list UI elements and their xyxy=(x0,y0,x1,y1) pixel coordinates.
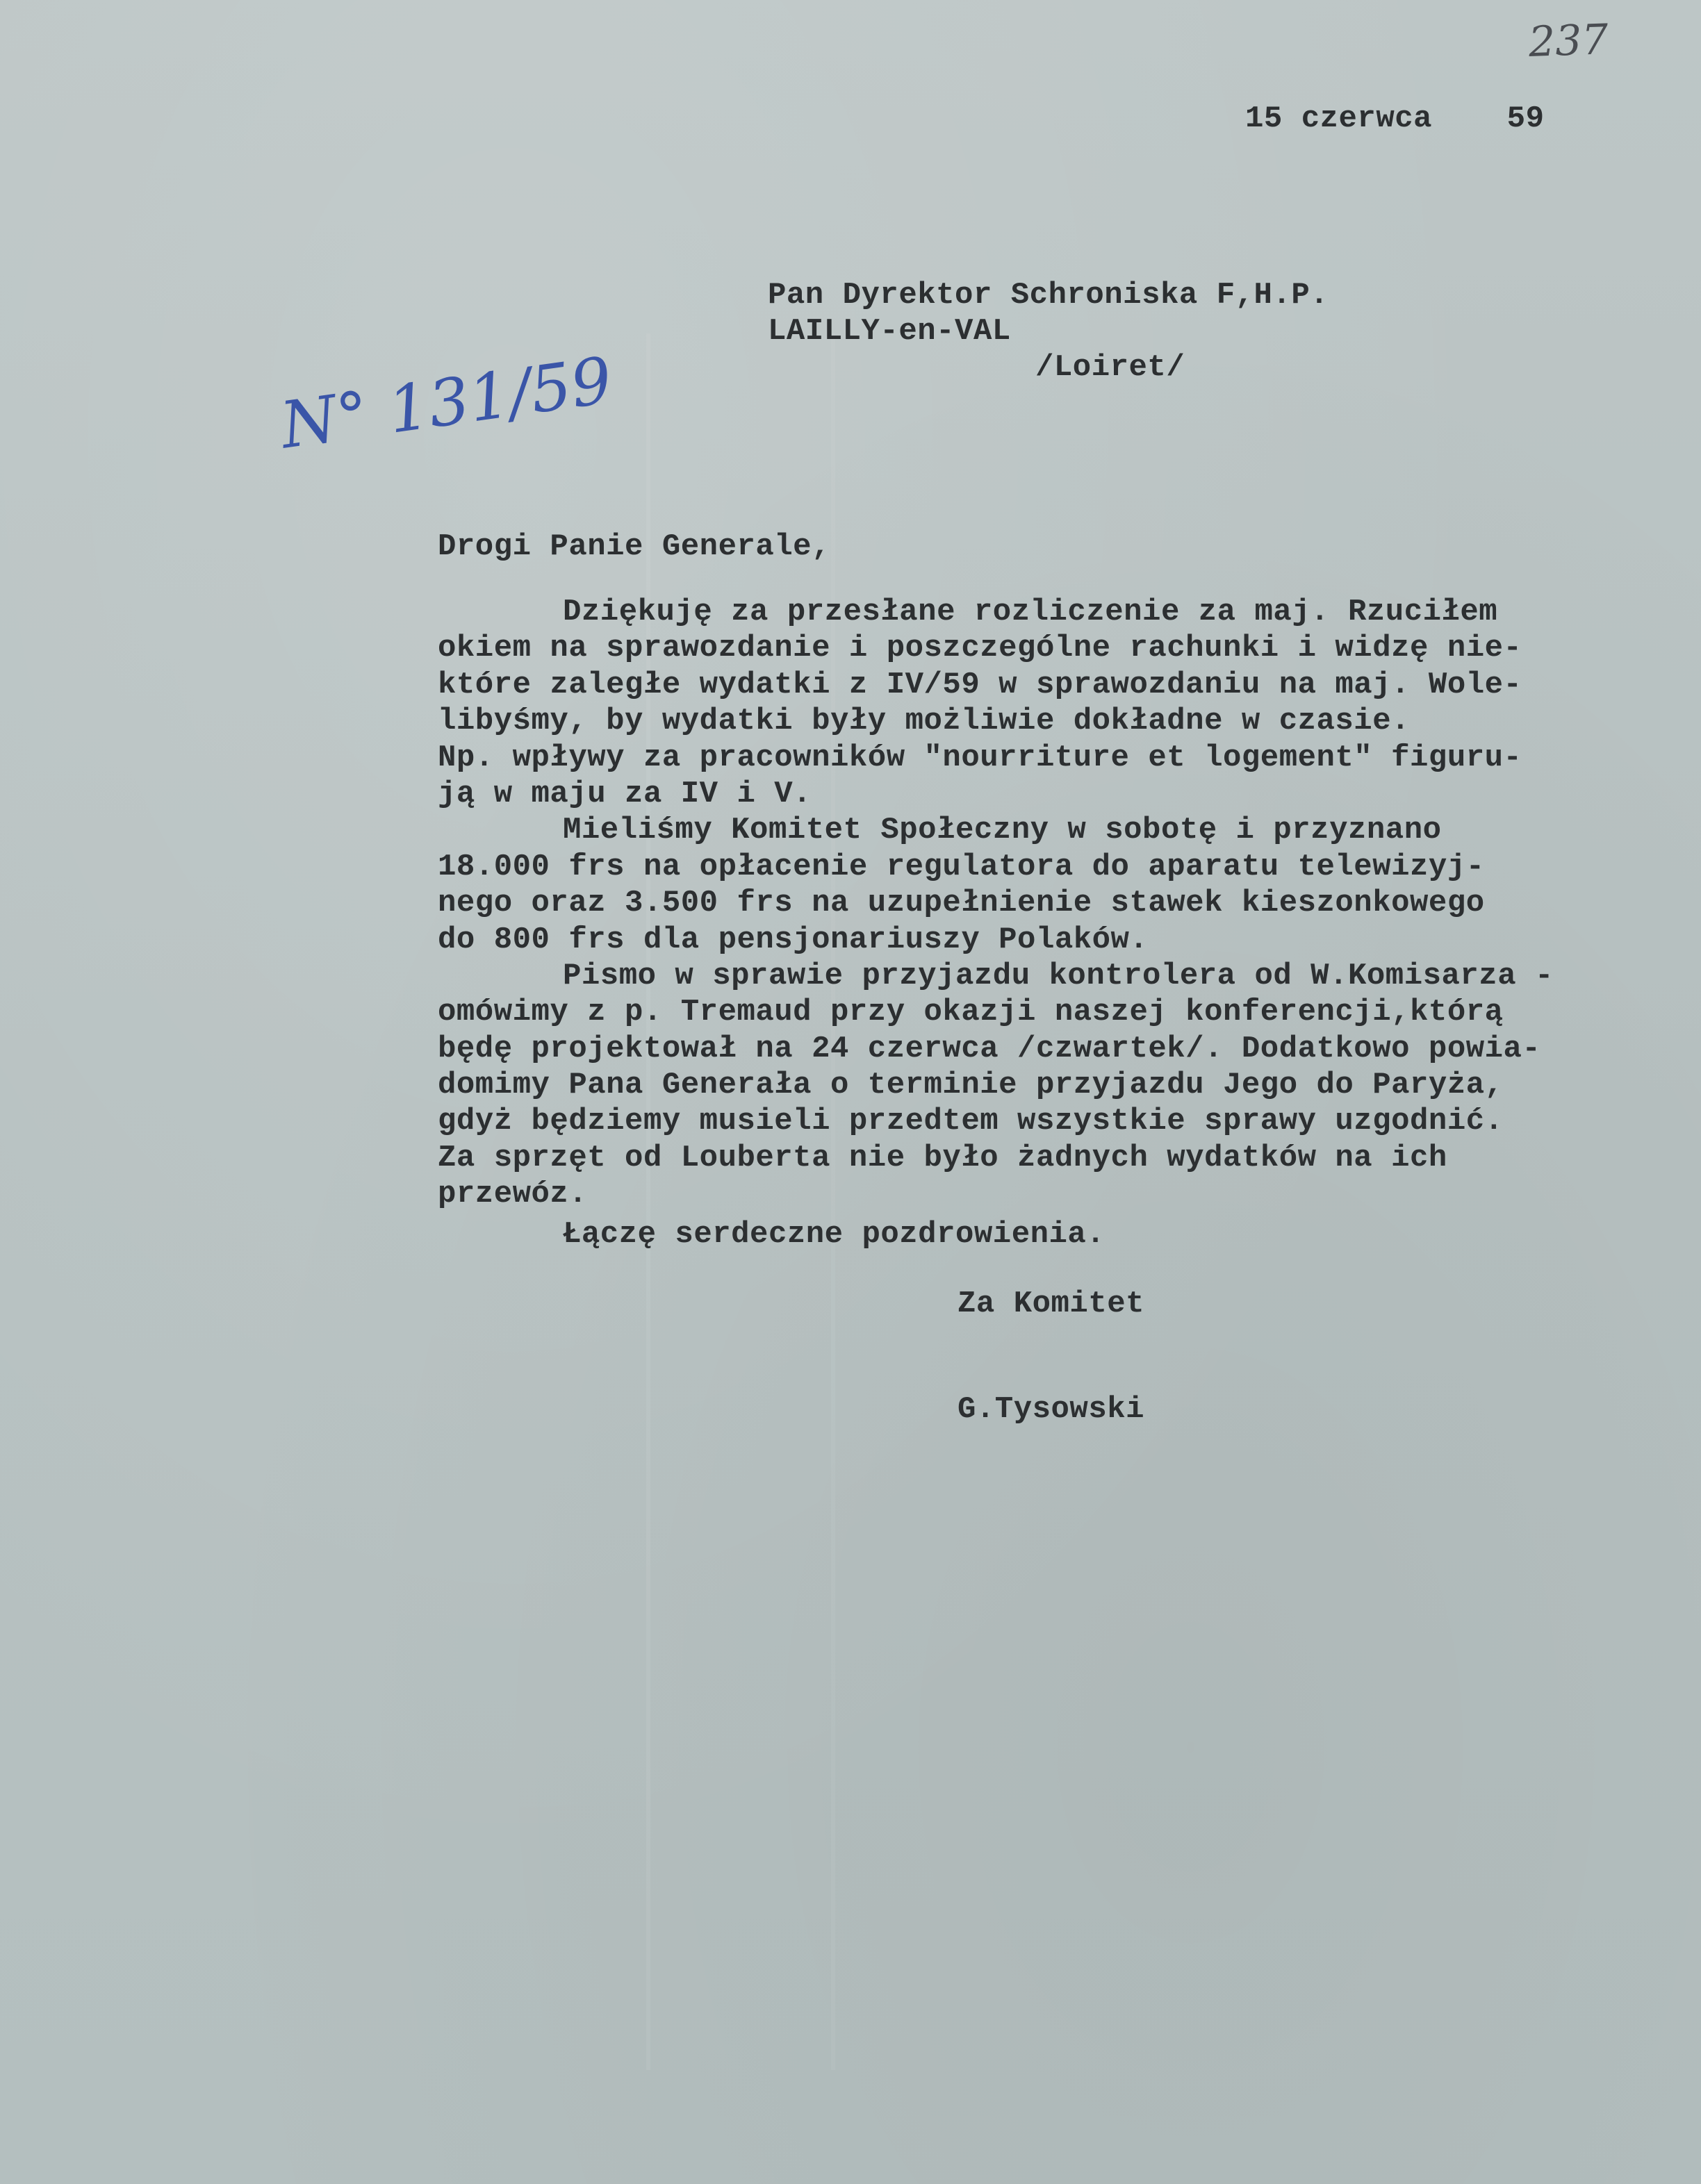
letter-date: 15 czerwca 59 xyxy=(1245,101,1545,136)
body-line: Za sprzęt od Louberta nie było żadnych wydatków na ich xyxy=(438,1140,1447,1175)
body-line: nego oraz 3.500 frs na uzupełnienie stawek kieszonkowego xyxy=(438,886,1485,921)
signature: G.Tysowski xyxy=(958,1392,1145,1427)
closing: Łączę serdeczne pozdrowienia. xyxy=(563,1217,1106,1252)
body-line: gdyż będziemy musieli przedtem wszystkie sprawy uzgodnić. xyxy=(438,1104,1504,1139)
recipient-line-3: /Loiret/ xyxy=(1035,350,1185,385)
body-line: domimy Pana Generała o terminie przyjazdu Jego do Paryża, xyxy=(438,1068,1504,1103)
body-line: libyśmy, by wydatki były możliwie dokładne w czasie. xyxy=(438,704,1411,739)
archive-number: 237 xyxy=(1527,15,1609,67)
body-line: będę projektował na 24 czerwca /czwartek/. Dodatkowo powia- xyxy=(438,1031,1541,1066)
body-line: przewóz. xyxy=(438,1177,588,1212)
body-line: okiem na sprawozdanie i poszczególne rachunki i widzę nie- xyxy=(438,631,1522,666)
body-line: Mieliśmy Komitet Społeczny w sobotę i przyznano xyxy=(563,813,1442,848)
recipient-line-1: Pan Dyrektor Schroniska F,H.P. xyxy=(768,278,1329,313)
body-line: Np. wpływy za pracowników "nourriture et logement" figuru- xyxy=(438,740,1522,775)
body-line: ją w maju za IV i V. xyxy=(438,776,812,811)
body-line: 18.000 frs na opłacenie regulatora do aparatu telewizyj- xyxy=(438,849,1485,884)
body-line: omówimy z p. Tremaud przy okazji naszej konferencji,którą xyxy=(438,995,1504,1030)
salutation: Drogi Panie Generale, xyxy=(438,529,830,564)
letter-body xyxy=(438,594,1661,1213)
sign-off: Za Komitet xyxy=(958,1287,1145,1321)
body-line: Dziękuję za przesłane rozliczenie za maj. Rzuciłem xyxy=(563,595,1498,629)
recipient-line-2: LAILLY-en-VAL xyxy=(768,314,1011,349)
body-line: które zaległe wydatki z IV/59 w sprawozdaniu na maj. Wole- xyxy=(438,667,1522,702)
reference-number: N° 131/59 xyxy=(276,342,617,463)
body-line: do 800 frs dla pensjonariuszy Polaków. xyxy=(438,922,1149,957)
body-line: Pismo w sprawie przyjazdu kontrolera od W.Komisarza - xyxy=(563,958,1554,993)
